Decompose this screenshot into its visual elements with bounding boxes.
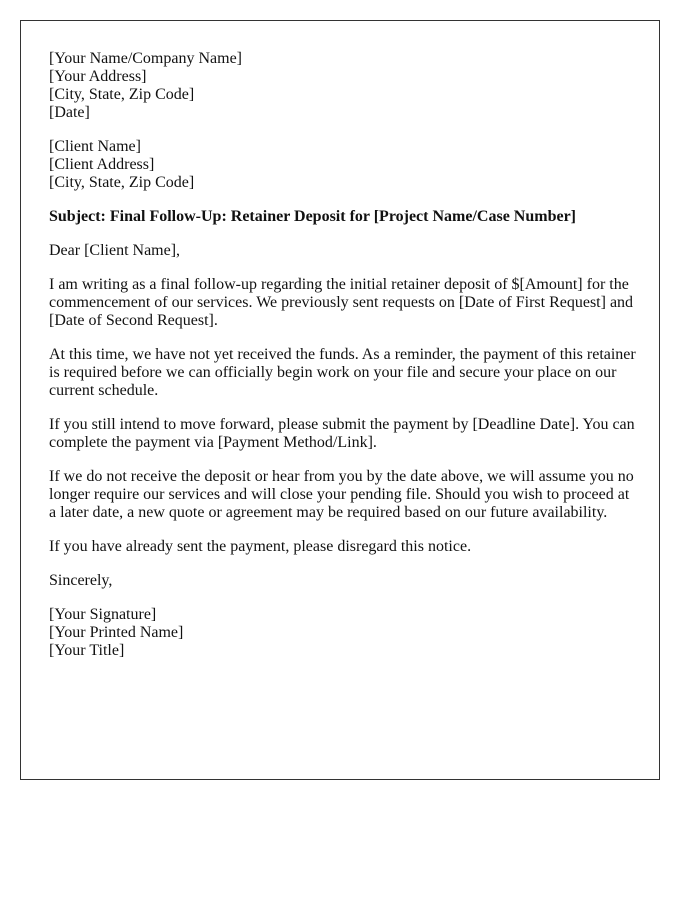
- body-paragraph-1: I am writing as a final follow-up regarding the initial retainer deposit of $[Amount] for the commencement of our services. We previously sent requests on [Date of First Request] and [Date of Second Request].: [49, 276, 634, 329]
- sender-address: [Your Address]: [49, 68, 147, 85]
- letter-date: [Date]: [49, 104, 90, 121]
- sender-name: [Your Name/Company Name]: [49, 50, 243, 67]
- signature-block: [49, 606, 639, 660]
- closing: Sincerely,: [49, 572, 113, 589]
- body-paragraph-5: If you have already sent the payment, please disregard this notice.: [49, 538, 472, 555]
- letter-page: [20, 20, 660, 780]
- client-city-state-zip: [City, State, Zip Code]: [49, 174, 195, 191]
- body-paragraph-2: At this time, we have not yet received the funds. As a reminder, the payment of this retainer is required before we can officially begin work on your file and secure your place on our current schedule.: [49, 346, 636, 399]
- sender-address-block: [49, 50, 639, 122]
- printed-name: [Your Printed Name]: [49, 624, 184, 641]
- body-paragraph-4: If we do not receive the deposit or hear from you by the date above, we will assume you no longer require our services and will close your pending file. Should you wish to proceed at a later date, a new quote or agreement may be required based on our future availability.: [49, 468, 634, 521]
- sender-city-state-zip: [City, State, Zip Code]: [49, 86, 195, 103]
- body-paragraph-3: If you still intend to move forward, please submit the payment by [Deadline Date]. You can complete the payment via [Payment Method/Link].: [49, 416, 635, 451]
- title: [Your Title]: [49, 642, 125, 659]
- recipient-address-block: [49, 138, 639, 192]
- subject-line: Subject: Final Follow-Up: Retainer Deposit for [Project Name/Case Number]: [49, 208, 577, 225]
- client-name: [Client Name]: [49, 138, 141, 155]
- client-address: [Client Address]: [49, 156, 155, 173]
- salutation: Dear [Client Name],: [49, 242, 181, 259]
- signature: [Your Signature]: [49, 606, 157, 623]
